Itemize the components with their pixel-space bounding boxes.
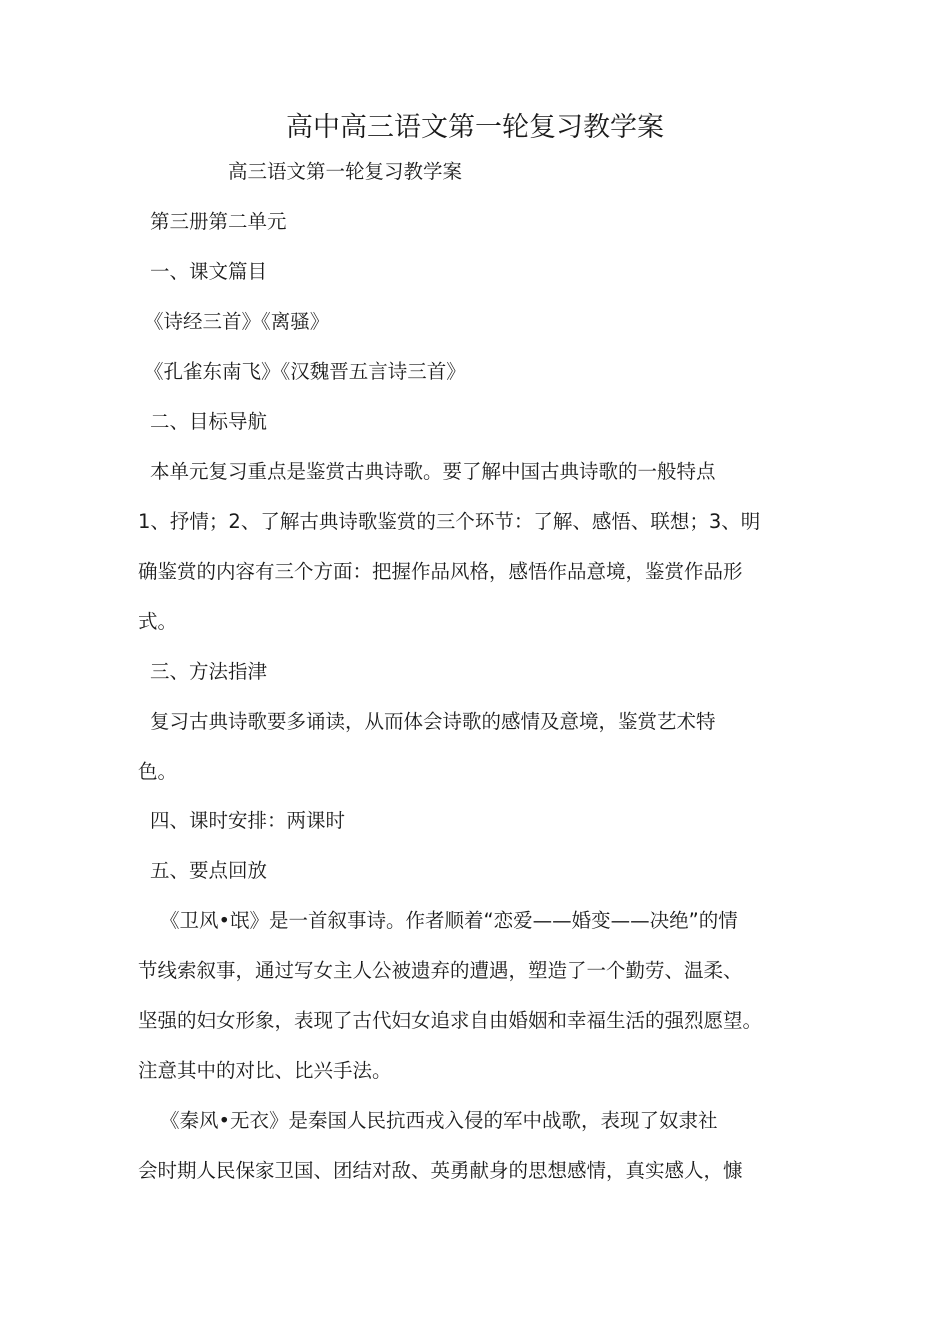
unit-heading: 第三册第二单元: [150, 210, 287, 233]
paragraph-line: 会时期人民保家卫国、团结对敌、英勇献身的思想感情，真实感人，慷: [138, 1159, 743, 1182]
text-title-line: 《孔雀东南飞》《汉魏晋五言诗三首》: [144, 360, 466, 383]
paragraph-line: 复习古典诗歌要多诵读，从而体会诗歌的感情及意境，鉴赏艺术特: [150, 710, 716, 733]
paragraph-line: 《卫风•氓》是一首叙事诗。作者顺着“恋爱——婚变——决绝”的情: [160, 909, 738, 932]
text-title-line: 《诗经三首》《离骚》: [144, 310, 330, 333]
paragraph-line: 确鉴赏的内容有三个方面：把握作品风格，感悟作品意境，鉴赏作品形: [138, 560, 743, 583]
section-heading-schedule: 四、课时安排：两课时: [150, 809, 346, 832]
section-heading-methods: 三、方法指津: [150, 660, 268, 683]
paragraph-line: 节线索叙事，通过写女主人公被遗弃的遭遇，塑造了一个勤劳、温柔、: [138, 959, 743, 982]
paragraph-line: 式。: [138, 610, 178, 633]
paragraph-line: 坚强的妇女形象，表现了古代妇女追求自由婚姻和幸福生活的强烈愿望。: [138, 1009, 763, 1032]
document-subtitle: 高三语文第一轮复习教学案: [228, 160, 463, 183]
paragraph-line: 1、抒情；2、了解古典诗歌鉴赏的三个环节：了解、感悟、联想；3、明: [138, 510, 761, 533]
section-heading-goals: 二、目标导航: [150, 410, 268, 433]
paragraph-line: 本单元复习重点是鉴赏古典诗歌。要了解中国古典诗歌的一般特点: [150, 460, 716, 483]
paragraph-line: 注意其中的对比、比兴手法。: [138, 1059, 392, 1082]
section-heading-review: 五、要点回放: [150, 859, 268, 882]
document-title: 高中高三语文第一轮复习教学案: [286, 112, 664, 143]
paragraph-line: 色。: [138, 760, 178, 783]
section-heading-texts: 一、课文篇目: [150, 260, 268, 283]
paragraph-line: 《秦风•无衣》是秦国人民抗西戎入侵的军中战歌，表现了奴隶社: [160, 1109, 718, 1132]
